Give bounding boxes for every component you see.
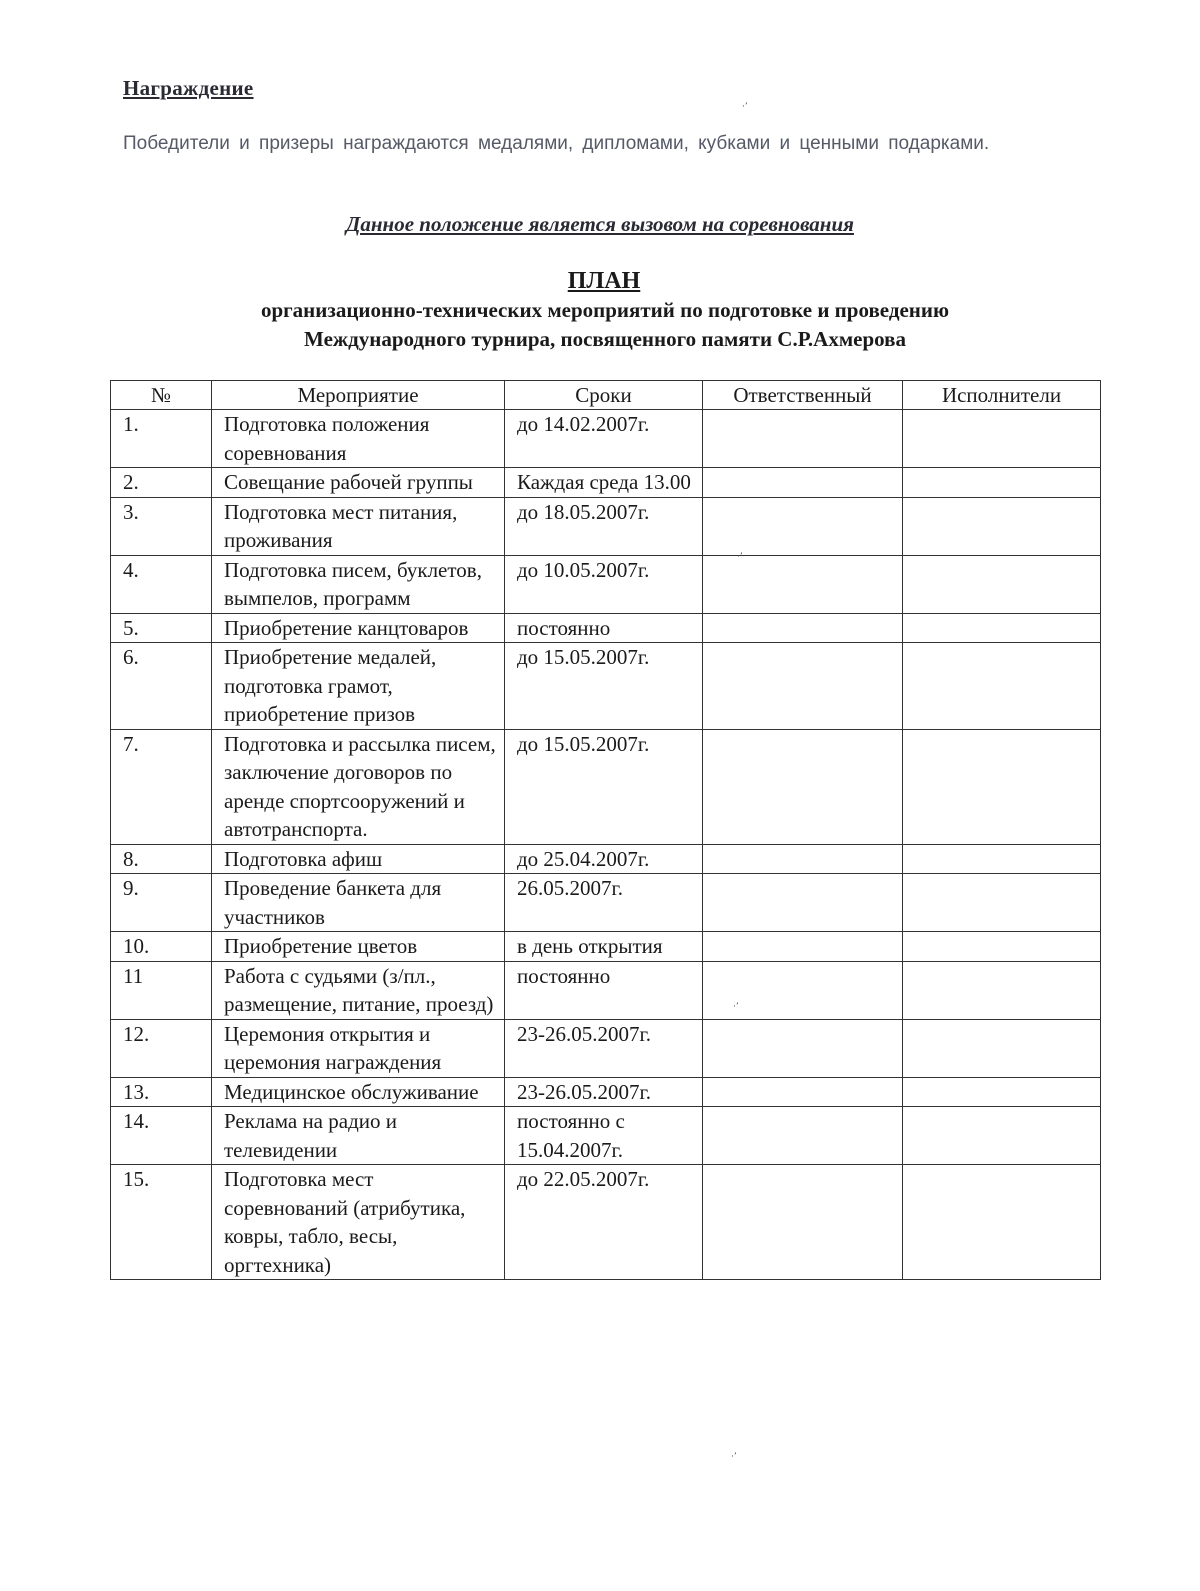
row-deadline: 23-26.05.2007г. <box>505 1019 703 1077</box>
row-responsible <box>703 932 903 962</box>
row-deadline: до 15.05.2007г. <box>505 643 703 730</box>
row-responsible <box>703 555 903 613</box>
row-event: Приобретение канцтоваров <box>212 613 505 643</box>
plan-title: ПЛАН <box>567 268 641 294</box>
row-executors <box>903 1165 1101 1280</box>
row-responsible <box>703 1107 903 1165</box>
plan-table <box>110 380 1101 1280</box>
row-deadline: до 25.04.2007г. <box>505 844 703 874</box>
row-executors <box>903 932 1101 962</box>
row-number: 8. <box>111 844 212 874</box>
row-responsible <box>703 1165 903 1280</box>
award-heading: Награждение <box>123 76 254 100</box>
table-row <box>111 932 1101 962</box>
row-responsible <box>703 497 903 555</box>
header-number: № <box>111 381 212 410</box>
table-row <box>111 844 1101 874</box>
row-event: Приобретение медалей, подготовка грамот, приобретение призов <box>212 643 505 730</box>
row-executors <box>903 613 1101 643</box>
row-event: Церемония открытия и церемония награждения <box>212 1019 505 1077</box>
table-row <box>111 1107 1101 1165</box>
row-deadline: до 15.05.2007г. <box>505 729 703 844</box>
row-event: Подготовка писем, буклетов, вымпелов, программ <box>212 555 505 613</box>
row-deadline: в день открытия <box>505 932 703 962</box>
row-responsible <box>703 410 903 468</box>
row-deadline: до 18.05.2007г. <box>505 497 703 555</box>
table-row <box>111 1019 1101 1077</box>
header-deadline: Сроки <box>505 381 703 410</box>
row-number: 15. <box>111 1165 212 1280</box>
row-number: 4. <box>111 555 212 613</box>
table-row <box>111 874 1101 932</box>
table-row <box>111 961 1101 1019</box>
row-deadline: постоянно с 15.04.2007г. <box>505 1107 703 1165</box>
row-executors <box>903 468 1101 498</box>
row-deadline: постоянно <box>505 613 703 643</box>
row-executors <box>903 1077 1101 1107</box>
row-number: 9. <box>111 874 212 932</box>
scan-speck: ·’ <box>733 1002 739 1012</box>
table-row <box>111 613 1101 643</box>
table-row <box>111 497 1101 555</box>
row-number: 5. <box>111 613 212 643</box>
header-responsible: Ответственный <box>703 381 903 410</box>
row-number: 7. <box>111 729 212 844</box>
row-responsible <box>703 844 903 874</box>
row-executors <box>903 555 1101 613</box>
row-number: 3. <box>111 497 212 555</box>
row-number: 10. <box>111 932 212 962</box>
table-body <box>111 410 1101 1280</box>
row-number: 1. <box>111 410 212 468</box>
table-row <box>111 555 1101 613</box>
row-deadline: до 14.02.2007г. <box>505 410 703 468</box>
row-deadline: 23-26.05.2007г. <box>505 1077 703 1107</box>
row-responsible <box>703 1077 903 1107</box>
row-executors <box>903 497 1101 555</box>
table-row <box>111 1165 1101 1280</box>
row-event: Подготовка и рассылка писем, заключение договоров по аренде спортсооружений и автотранспорта. <box>212 729 505 844</box>
plan-subtitle-line1: организационно-технических мероприятий по подготовке и проведению <box>260 298 950 322</box>
row-event: Приобретение цветов <box>212 932 505 962</box>
plan-subtitle-line2: Международного турнира, посвященного памяти С.Р.Ахмерова <box>304 327 906 351</box>
row-event: Подготовка мест соревнований (атрибутика, ковры, табло, весы, оргтехника) <box>212 1165 505 1280</box>
table-header-row <box>111 381 1101 410</box>
row-responsible <box>703 468 903 498</box>
row-number: 11 <box>111 961 212 1019</box>
row-event: Подготовка афиш <box>212 844 505 874</box>
row-number: 13. <box>111 1077 212 1107</box>
row-event: Работа с судьями (з/пл., размещение, питание, проезд) <box>212 961 505 1019</box>
scan-speck: ·’ <box>742 102 748 112</box>
row-number: 14. <box>111 1107 212 1165</box>
table-row <box>111 643 1101 730</box>
header-event: Мероприятие <box>212 381 505 410</box>
scan-speck: ·’ <box>737 552 743 562</box>
header-executors: Исполнители <box>903 381 1101 410</box>
row-executors <box>903 874 1101 932</box>
row-responsible <box>703 1019 903 1077</box>
row-deadline: 26.05.2007г. <box>505 874 703 932</box>
row-executors <box>903 729 1101 844</box>
award-text: Победители и призеры награждаются медалями, дипломами, кубками и ценными подарками. <box>123 133 990 154</box>
row-deadline: постоянно <box>505 961 703 1019</box>
table-row <box>111 1077 1101 1107</box>
row-responsible <box>703 643 903 730</box>
row-executors <box>903 410 1101 468</box>
row-number: 6. <box>111 643 212 730</box>
row-event: Проведение банкета для участников <box>212 874 505 932</box>
row-event: Реклама на радио и телевидении <box>212 1107 505 1165</box>
row-event: Подготовка мест питания, проживания <box>212 497 505 555</box>
row-number: 12. <box>111 1019 212 1077</box>
row-deadline: Каждая среда 13.00 <box>505 468 703 498</box>
scan-speck: ·’ <box>731 1452 737 1462</box>
row-deadline: до 10.05.2007г. <box>505 555 703 613</box>
row-executors <box>903 1107 1101 1165</box>
row-responsible <box>703 729 903 844</box>
row-event: Медицинское обслуживание <box>212 1077 505 1107</box>
challenge-note: Данное положение является вызовом на соревнования <box>346 212 854 236</box>
table-row <box>111 729 1101 844</box>
row-responsible <box>703 613 903 643</box>
row-executors <box>903 961 1101 1019</box>
table-row <box>111 410 1101 468</box>
row-executors <box>903 1019 1101 1077</box>
row-executors <box>903 643 1101 730</box>
table-row <box>111 468 1101 498</box>
row-event: Подготовка положения соревнования <box>212 410 505 468</box>
row-event: Совещание рабочей группы <box>212 468 505 498</box>
row-responsible <box>703 874 903 932</box>
row-executors <box>903 844 1101 874</box>
row-deadline: до 22.05.2007г. <box>505 1165 703 1280</box>
row-number: 2. <box>111 468 212 498</box>
